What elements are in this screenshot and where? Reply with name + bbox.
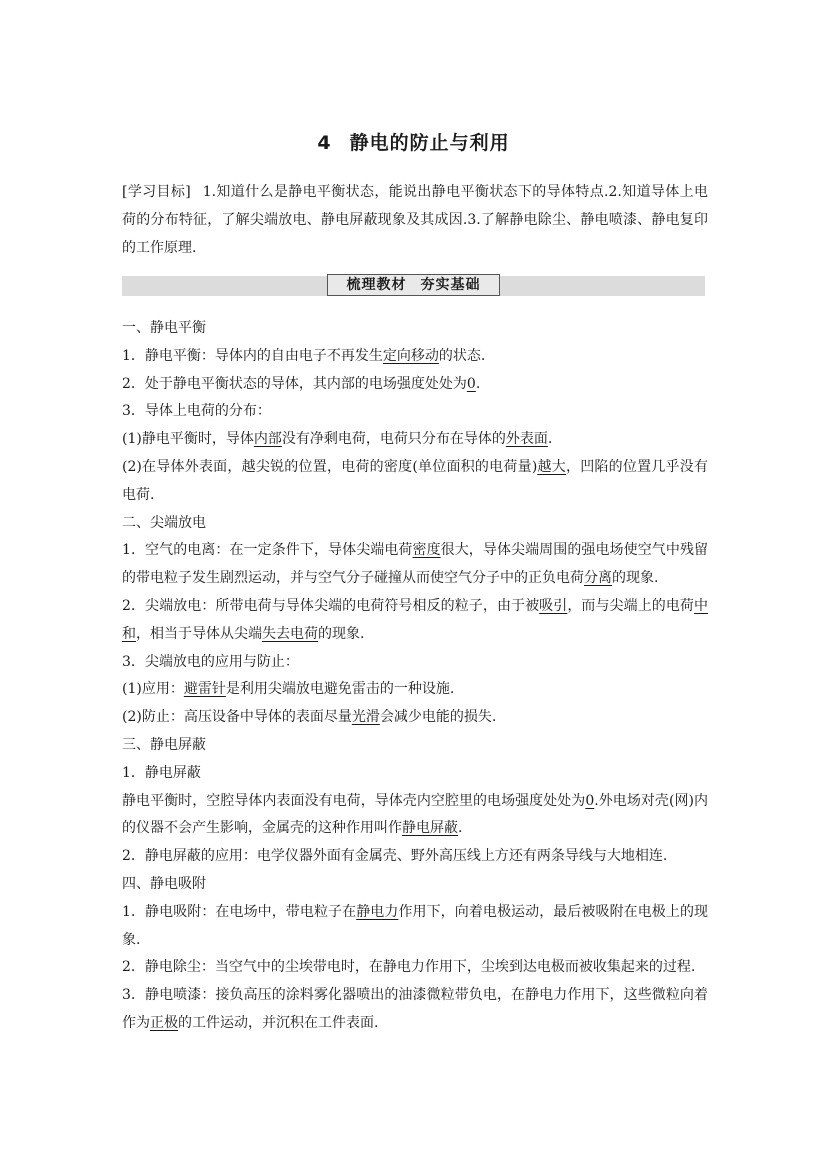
- text-run: 2．处于静电平衡状态的导体，其内部的电场强度处处为: [122, 375, 467, 392]
- blank-answer: 分离: [584, 570, 612, 587]
- blank-answer: 失去电荷: [262, 625, 318, 642]
- blank-answer: 中和: [122, 597, 709, 642]
- text-run: 2．静电屏蔽的应用：电学仪器外面有金属壳、野外高压线上方还有两条导线与大地相连.: [122, 848, 668, 865]
- blank-answer: 吸引: [539, 597, 568, 614]
- text-run: 的现象.: [612, 570, 659, 587]
- text-run: .: [475, 375, 481, 392]
- blank-answer: 避雷针: [183, 681, 226, 698]
- blank-answer: 静电屏蔽: [402, 820, 458, 837]
- banner-left-label: 梳理教材: [346, 277, 407, 293]
- text-run: 很大，导体尖端周围的强电场使空气中残留的带电粒子发生剧烈运动，并与空气分子碰撞从而使空气分子中的正负电荷: [122, 542, 709, 587]
- text-run: (1)应用：: [122, 681, 184, 698]
- paragraph: [122, 537, 708, 593]
- paragraph: [122, 676, 708, 704]
- blank-answer: 密度: [412, 542, 441, 559]
- text-run: 2．静电除尘：当空气中的尘埃带电时，在静电力作用下，尘埃到达电极而被收集起来的过程.: [122, 959, 696, 976]
- paragraph: [122, 398, 708, 426]
- text-run: 作用下，向着电极运动，最后被吸附在电极上的现象.: [122, 903, 709, 948]
- page-title: [0, 128, 827, 155]
- text-run: .: [458, 820, 463, 837]
- objectives-tag: [学习目标]: [122, 184, 191, 200]
- paragraph: [122, 843, 708, 871]
- paragraph: [122, 954, 708, 982]
- text-run: ，凹陷的位置几乎没有电荷.: [122, 458, 709, 503]
- paragraph: [122, 454, 708, 510]
- text-run: 静电平衡时，空腔导体内表面没有电荷，导体壳内空腔里的电场强度处处为: [122, 792, 586, 809]
- paragraph: [122, 426, 708, 454]
- text-run: 的状态.: [438, 347, 486, 364]
- paragraph: [122, 593, 708, 649]
- text-run: ，相当于导体从尖端: [136, 625, 262, 642]
- section-heading: 三、静电屏蔽: [122, 736, 206, 753]
- text-run: 的工件运动，并沉积在工件表面.: [178, 1014, 379, 1031]
- text-run: 1．静电平衡：导体内的自由电子不再发生: [122, 347, 383, 364]
- objectives-text: 1.知道什么是静电平衡状态，能说出静电平衡状态下的导体特点.2.知道导体上电荷的分布特征，了解尖端放电、静电屏蔽现象及其成因.3.了解静电除尘、静电喷漆、静电复印的工作原理.: [122, 184, 708, 256]
- text-run: 是利用尖端放电避免雷击的一种设施.: [225, 681, 455, 698]
- text-run: 3．静电喷漆：接负高压的涂料雾化器喷出的油漆微粒带负电，在静电力作用下，这些微粒向着作为: [122, 987, 708, 1031]
- blank-answer: 内部: [253, 431, 282, 448]
- text-run: 2．尖端放电：所带电荷与导体尖端的电荷符号相反的粒子，由于被: [122, 597, 540, 614]
- paragraph: [122, 899, 708, 955]
- section-banner: [327, 274, 500, 296]
- text-run: ，而与尖端上的电荷: [567, 597, 695, 614]
- text-run: 的现象.: [318, 625, 365, 642]
- main-content: [122, 315, 708, 1038]
- blank-answer: 越大: [537, 458, 566, 475]
- section-heading: 一、静电平衡: [122, 320, 206, 336]
- text-run: 1．空气的电离：在一定条件下，导体尖端电荷: [122, 542, 413, 559]
- lesson-title: 静电的防止与利用: [349, 132, 510, 154]
- paragraph: [122, 371, 708, 399]
- blank-answer: 外表面: [505, 431, 548, 448]
- paragraph: [122, 760, 708, 788]
- lesson-number: 4: [317, 132, 332, 154]
- paragraph: [122, 788, 708, 844]
- text-run: .: [547, 431, 553, 448]
- text-run: (1)静电平衡时，导体: [122, 431, 254, 448]
- blank-answer: 0: [585, 792, 595, 809]
- section-heading: 四、静电吸附: [122, 875, 206, 892]
- blank-answer: 定向移动: [382, 347, 439, 364]
- text-run: (2)在导体外表面，越尖锐的位置，电荷的密度(单位面积的电荷量): [122, 458, 538, 475]
- text-run: (2)防止：高压设备中导体的表面尽量: [122, 709, 352, 726]
- blank-answer: 0: [466, 375, 476, 392]
- paragraph: [122, 704, 708, 732]
- blank-answer: 正极: [150, 1014, 178, 1031]
- section-heading: 二、尖端放电: [122, 514, 206, 531]
- learning-objectives: [122, 178, 708, 262]
- paragraph: [122, 649, 708, 677]
- banner-right-label: 夯实基础: [420, 277, 481, 293]
- text-run: 会减少电能的损失.: [379, 709, 497, 726]
- paragraph: [122, 343, 708, 371]
- text-run: .外电场对壳(网)内的仪器不会产生影响，金属壳的这种作用叫作: [122, 792, 709, 837]
- text-run: 3．尖端放电的应用与防止：: [122, 653, 299, 670]
- blank-answer: 静电力: [356, 903, 399, 920]
- text-run: 3．导体上电荷的分布：: [122, 403, 271, 420]
- text-run: 1．静电屏蔽: [122, 764, 201, 781]
- paragraph: [122, 982, 708, 1038]
- text-run: 没有净剩电荷，电荷只分布在导体的: [281, 431, 506, 448]
- blank-answer: 光滑: [351, 709, 380, 726]
- text-run: 1．静电吸附：在电场中，带电粒子在: [122, 903, 357, 920]
